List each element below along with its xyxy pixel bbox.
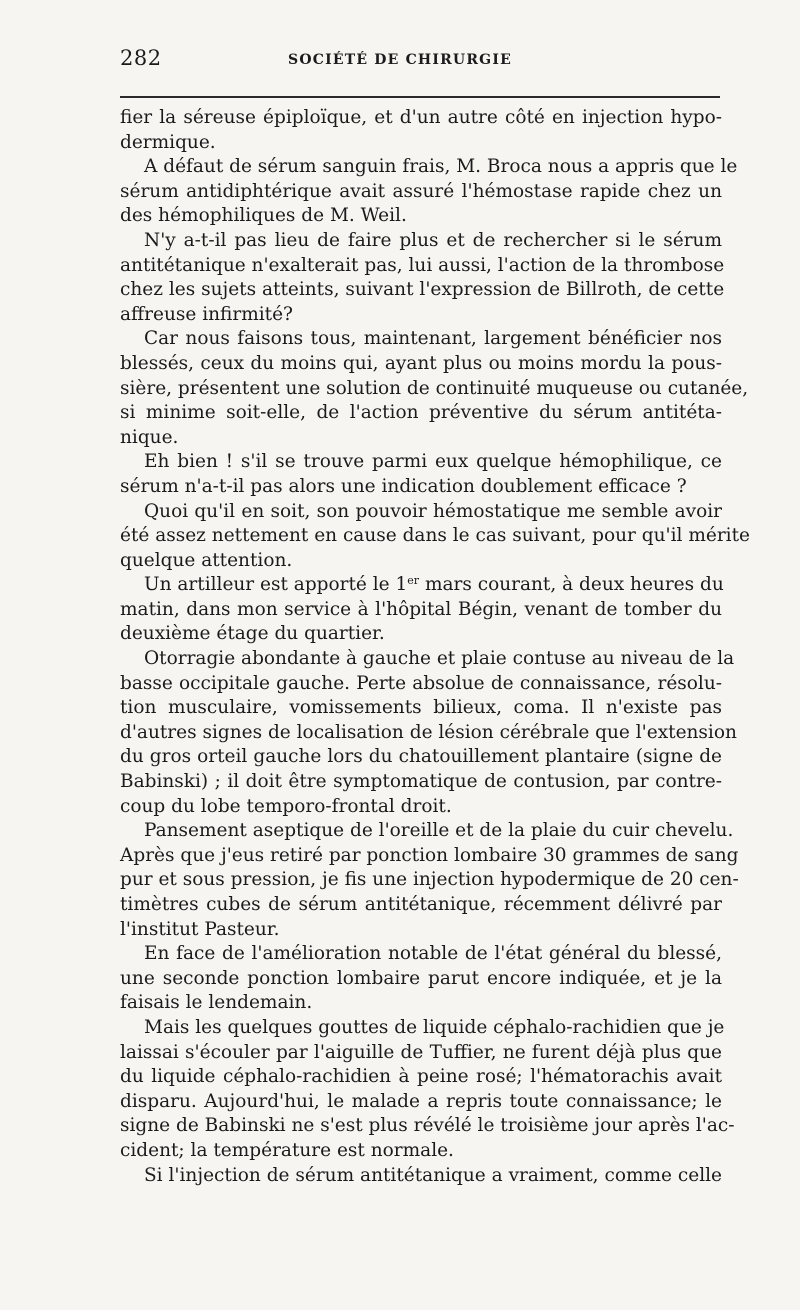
text-line bbox=[120, 573, 722, 598]
text-line: Babinski) ; il doit être symptomatique de contusion, par contre- bbox=[120, 771, 722, 793]
text-line: laissai s'écouler par l'aiguille de Tuffier, ne furent déjà plus que bbox=[120, 1041, 722, 1063]
text-fragment: Un artilleur est apporté le bbox=[144, 574, 396, 596]
text-line: Car nous faisons tous, maintenant, largement bénéficier nos bbox=[144, 328, 722, 350]
text-line: cident; la température est normale. bbox=[120, 1139, 454, 1161]
text-line: une seconde ponction lombaire parut encore indiquée, et je la bbox=[120, 967, 722, 989]
text-line: d'autres signes de localisation de lésion cérébrale que l'extension bbox=[120, 721, 737, 743]
text-line: basse occipitale gauche. Perte absolue de connaissance, résolu- bbox=[120, 672, 722, 694]
date-day: 1 bbox=[395, 574, 408, 596]
text-line: blessés, ceux du moins qui, ayant plus ou moins mordu la pous- bbox=[120, 352, 722, 374]
text-line: du gros orteil gauche lors du chatouillement plantaire (signe de bbox=[120, 746, 722, 768]
header-rule bbox=[120, 96, 720, 98]
text-line: sérum n'a-t-il pas alors une indication doublement efficace ? bbox=[120, 475, 687, 497]
text-line: deuxième étage du quartier. bbox=[120, 623, 385, 645]
text-fragment: mars courant, à deux heures du bbox=[419, 574, 724, 596]
text-line: l'institut Pasteur. bbox=[120, 918, 280, 940]
text-line: N'y a-t-il pas lieu de faire plus et de rechercher si le sérum bbox=[144, 229, 722, 251]
text-line: sière, présentent une solution de continuité muqueuse ou cutanée, bbox=[120, 377, 749, 399]
text-line: signe de Babinski ne s'est plus révélé le troisième jour après l'ac- bbox=[120, 1115, 735, 1137]
text-line: coup du lobe temporo-frontal droit. bbox=[120, 795, 452, 817]
text-line: sérum antidiphtérique avait assuré l'hémostase rapide chez un bbox=[120, 180, 722, 202]
page-number: 282 bbox=[120, 46, 162, 70]
text-line: fier la séreuse épiploïque, et d'un autre côté en injection hypo- bbox=[120, 107, 722, 128]
text-line: A défaut de sérum sanguin frais, M. Broca nous a appris que le bbox=[144, 156, 738, 178]
text-line: disparu. Aujourd'hui, le malade a repris toute connaissance; le bbox=[120, 1090, 722, 1112]
text-line: antitétanique n'exalterait pas, lui aussi, l'action de la thrombose bbox=[120, 254, 725, 276]
text-line: Otorragie abondante à gauche et plaie contuse au niveau de la bbox=[144, 648, 735, 670]
text-line: Si l'injection de sérum antitétanique a vraiment, comme celle bbox=[144, 1164, 722, 1186]
text-line: En face de l'amélioration notable de l'état général du blessé, bbox=[144, 943, 722, 965]
text-line: quelque attention. bbox=[120, 549, 293, 571]
body-text bbox=[120, 106, 750, 1188]
text-line: timètres cubes de sérum antitétanique, récemment délivré par bbox=[120, 894, 722, 915]
text-line: Quoi qu'il en soit, son pouvoir hémostatique me semble avoir bbox=[144, 500, 722, 522]
text-line: pur et sous pression, je fis une injection hypodermique de 20 cen- bbox=[120, 869, 739, 891]
text-line: affreuse infirmité? bbox=[120, 303, 293, 325]
text-line: dermique. bbox=[120, 131, 216, 153]
text-line: Pansement aseptique de l'oreille et de la plaie du cuir chevelu. bbox=[144, 820, 734, 842]
text-line: des hémophiliques de M. Weil. bbox=[120, 205, 407, 227]
text-line: Eh bien ! s'il se trouve parmi eux quelque hémophilique, ce bbox=[144, 451, 722, 473]
running-title: SOCIÉTÉ DE CHIRURGIE bbox=[288, 52, 512, 68]
text-line: Après que j'eus retiré par ponction lombaire 30 grammes de sang bbox=[120, 844, 739, 866]
text-line: nique. bbox=[120, 426, 179, 448]
text-line: du liquide céphalo-rachidien à peine rosé; l'hématorachis avait bbox=[120, 1066, 722, 1088]
text-line: si minime soit-elle, de l'action préventive du sérum antitéta- bbox=[120, 402, 722, 424]
text-line: chez les sujets atteints, suivant l'expression de Billroth, de cette bbox=[120, 279, 725, 301]
text-line: tion musculaire, vomissements bilieux, coma. Il n'existe pas bbox=[120, 697, 722, 719]
text-line: été assez nettement en cause dans le cas suivant, pour qu'il mérite bbox=[120, 525, 750, 547]
text-line: matin, dans mon service à l'hôpital Bégin, venant de tomber du bbox=[120, 598, 722, 620]
ordinal-suffix: er bbox=[407, 574, 420, 588]
text-line: faisais le lendemain. bbox=[120, 992, 313, 1014]
text-line: Mais les quelques gouttes de liquide céphalo-rachidien que je bbox=[144, 1016, 725, 1038]
